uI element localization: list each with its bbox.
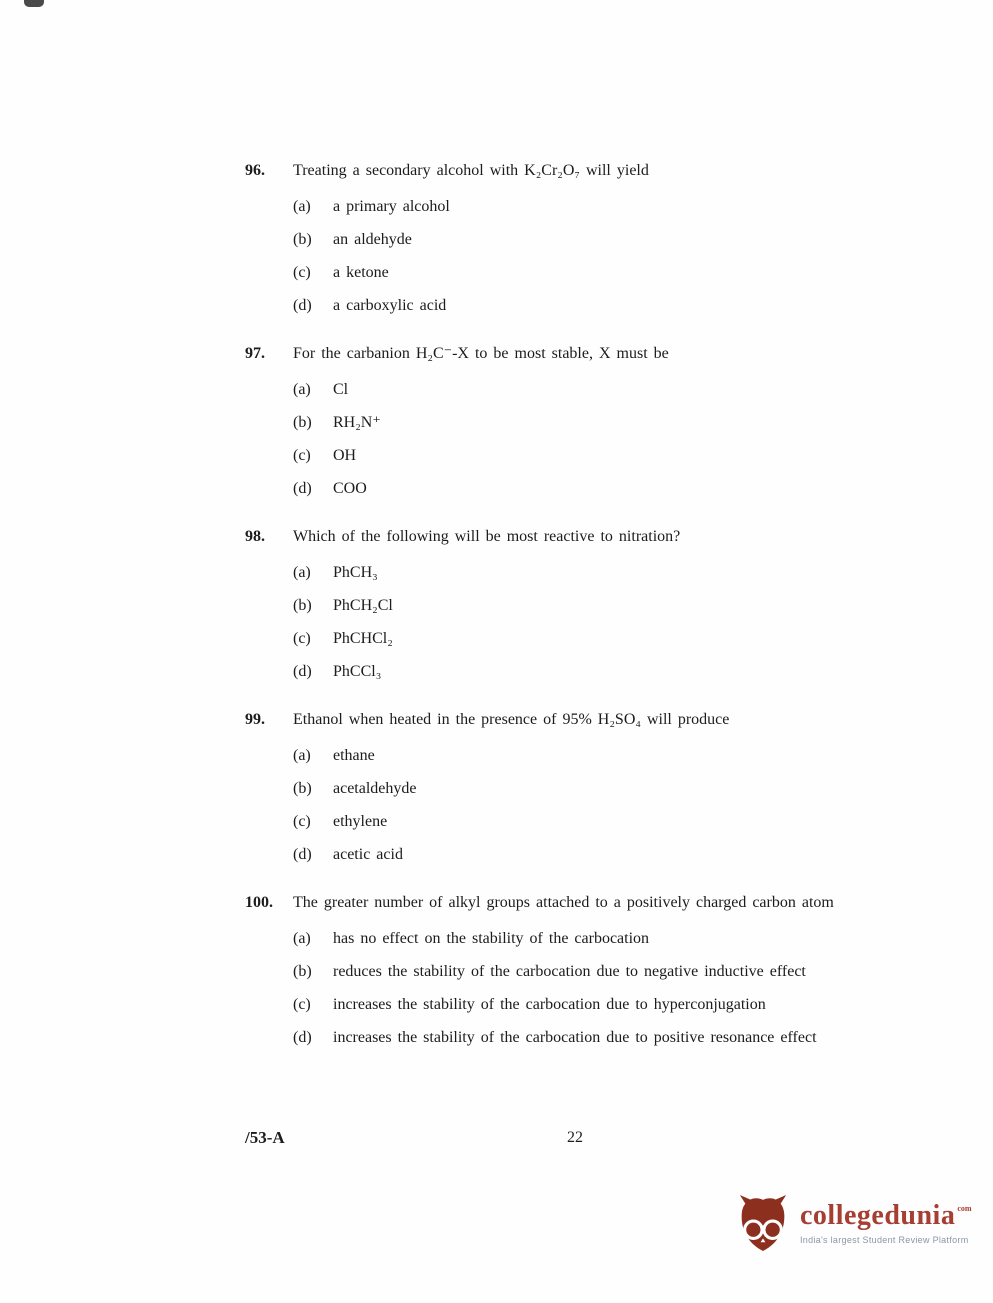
question-number: 100. bbox=[245, 894, 273, 911]
scan-artifact bbox=[24, 0, 44, 7]
option-label: (d) bbox=[293, 846, 312, 863]
option-label: (d) bbox=[293, 480, 312, 497]
option-text: has no effect on the stability of the carbocation bbox=[333, 930, 650, 947]
question bbox=[245, 709, 945, 866]
option-text: acetaldehyde bbox=[333, 780, 417, 797]
question bbox=[245, 160, 945, 317]
option bbox=[293, 811, 945, 833]
question-text: Which of the following will be most reactive to nitration? bbox=[293, 528, 681, 545]
option bbox=[293, 445, 945, 467]
question-text: Treating a secondary alcohol with K₂Cr₂O₇ will yield bbox=[293, 162, 649, 179]
option-text: Cl bbox=[333, 381, 349, 398]
brand-tagline: India's largest Student Review Platform bbox=[800, 1235, 969, 1245]
option bbox=[293, 478, 945, 500]
option-label: (c) bbox=[293, 630, 311, 647]
option bbox=[293, 229, 945, 251]
option-text: a ketone bbox=[333, 264, 389, 281]
option-text: PhCH₂Cl bbox=[333, 597, 393, 614]
option-text: a carboxylic acid bbox=[333, 297, 447, 314]
option-text: ethylene bbox=[333, 813, 388, 830]
option-label: (a) bbox=[293, 381, 311, 398]
options-list bbox=[293, 562, 945, 683]
question-text: The greater number of alkyl groups attached to a positively charged carbon atom bbox=[293, 894, 834, 911]
option bbox=[293, 994, 945, 1016]
question-text: Ethanol when heated in the presence of 95% H₂SO₄ will produce bbox=[293, 711, 730, 728]
option-label: (b) bbox=[293, 597, 312, 614]
option-label: (c) bbox=[293, 813, 311, 830]
option bbox=[293, 379, 945, 401]
option-label: (a) bbox=[293, 930, 311, 947]
question-number: 98. bbox=[245, 528, 265, 545]
brand-suffix: com bbox=[957, 1204, 972, 1213]
option-label: (d) bbox=[293, 663, 312, 680]
option-text: increases the stability of the carbocation due to hyperconjugation bbox=[333, 996, 766, 1013]
option-text: RH₂N⁺ bbox=[333, 414, 381, 431]
option-text: ethane bbox=[333, 747, 375, 764]
option bbox=[293, 196, 945, 218]
question-text: For the carbanion H₂C⁻-X to be most stable, X must be bbox=[293, 345, 669, 362]
option-label: (b) bbox=[293, 414, 312, 431]
option bbox=[293, 661, 945, 683]
option-text: acetic acid bbox=[333, 846, 403, 863]
option-label: (c) bbox=[293, 264, 311, 281]
option bbox=[293, 961, 945, 983]
option-label: (a) bbox=[293, 747, 311, 764]
question bbox=[245, 343, 945, 500]
option bbox=[293, 412, 945, 434]
question-number: 97. bbox=[245, 345, 265, 362]
option-text: OH bbox=[333, 447, 357, 464]
question-number: 99. bbox=[245, 711, 265, 728]
option-label: (a) bbox=[293, 564, 311, 581]
options-list bbox=[293, 745, 945, 866]
collegedunia-logo bbox=[736, 1192, 972, 1254]
owl-logo-icon bbox=[736, 1192, 790, 1254]
option bbox=[293, 628, 945, 650]
option bbox=[293, 562, 945, 584]
question bbox=[245, 892, 945, 1049]
option-text: PhCCl₃ bbox=[333, 663, 382, 680]
option bbox=[293, 595, 945, 617]
page-number: 22 bbox=[567, 1129, 583, 1146]
option-label: (b) bbox=[293, 963, 312, 980]
option-label: (c) bbox=[293, 996, 311, 1013]
option bbox=[293, 745, 945, 767]
question bbox=[245, 526, 945, 683]
options-list bbox=[293, 379, 945, 500]
option-label: (b) bbox=[293, 780, 312, 797]
option-text: a primary alcohol bbox=[333, 198, 450, 215]
booklet-code: /53-A bbox=[245, 1128, 285, 1147]
brand-text-block bbox=[800, 1201, 972, 1245]
option-label: (d) bbox=[293, 1029, 312, 1046]
option-text: PhCHCl₂ bbox=[333, 630, 393, 647]
option bbox=[293, 262, 945, 284]
questions-list bbox=[245, 160, 945, 1075]
option-label: (c) bbox=[293, 447, 311, 464]
option bbox=[293, 928, 945, 950]
option-text: reduces the stability of the carbocation due to negative inductive effect bbox=[333, 963, 806, 980]
option-text: an aldehyde bbox=[333, 231, 412, 248]
option-label: (b) bbox=[293, 231, 312, 248]
options-list bbox=[293, 928, 945, 1049]
option-text: increases the stability of the carbocation due to positive resonance effect bbox=[333, 1029, 817, 1046]
option-text: COO bbox=[333, 480, 367, 497]
option bbox=[293, 778, 945, 800]
question-number: 96. bbox=[245, 162, 265, 179]
page-footer bbox=[245, 1128, 945, 1148]
option-label: (a) bbox=[293, 198, 311, 215]
option bbox=[293, 1027, 945, 1049]
option bbox=[293, 295, 945, 317]
option-label: (d) bbox=[293, 297, 312, 314]
option-text: PhCH₃ bbox=[333, 564, 378, 581]
options-list bbox=[293, 196, 945, 317]
option bbox=[293, 844, 945, 866]
brand-name: collegedunia bbox=[800, 1200, 956, 1231]
